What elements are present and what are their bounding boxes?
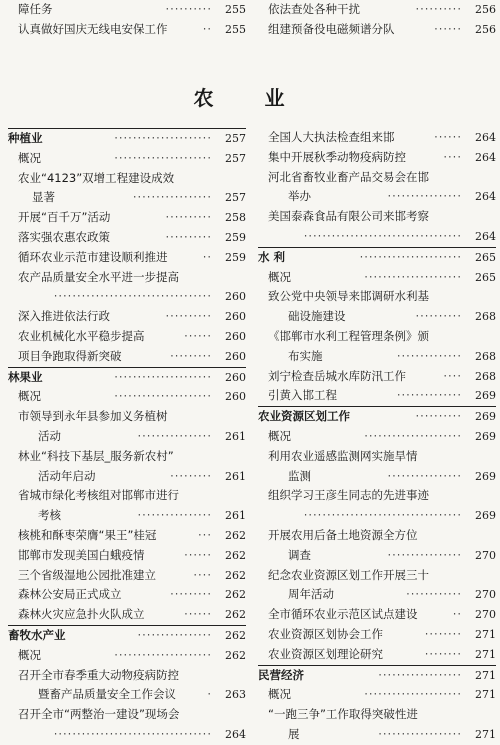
page-number: 262 (225, 528, 246, 542)
dot-leader: ················ (387, 189, 462, 204)
page-number: 262 (225, 568, 246, 582)
page-number: 264 (225, 727, 246, 741)
page-number: 269 (475, 509, 496, 523)
toc-section-entry[interactable] (258, 406, 496, 427)
page-number: 260 (225, 310, 246, 324)
toc-entry[interactable] (258, 467, 496, 487)
dot-leader: ················ (137, 627, 212, 642)
toc-entry[interactable] (8, 287, 246, 307)
toc-entry[interactable] (8, 605, 246, 625)
page-number: 262 (225, 548, 246, 562)
dot-leader: ·································· (53, 726, 212, 741)
page-number: 265 (475, 250, 496, 264)
toc-entry[interactable] (8, 208, 246, 228)
toc-entry[interactable] (8, 188, 246, 208)
entry-title: 农产品质量安全水平进一步提高 (18, 269, 179, 284)
entry-title: 林果业 (8, 369, 43, 384)
toc-right-column (258, 128, 496, 745)
page-number: 265 (475, 270, 496, 284)
page-number: 260 (225, 290, 246, 304)
section-heading: 农 业 (193, 86, 307, 110)
entry-title: 概况 (18, 647, 41, 662)
toc-section-entry[interactable] (8, 367, 246, 388)
page-number: 271 (475, 727, 496, 741)
entry-title: 利用农业遥感监测网实施旱情 (268, 448, 418, 463)
toc-entry[interactable] (258, 347, 496, 367)
entry-title: 概况 (18, 389, 41, 404)
dot-leader: ········ (424, 646, 462, 661)
page-number: 260 (225, 390, 246, 404)
dot-leader: ·········· (165, 2, 212, 16)
entry-title: 考核 (38, 508, 61, 523)
toc-entry[interactable] (258, 645, 496, 665)
entry-title: 水 利 (258, 249, 286, 264)
entry-title: 农业机械化水平稳步提高 (18, 328, 145, 343)
page-number: 269 (475, 469, 496, 483)
toc-entry[interactable] (258, 327, 496, 347)
toc-entry[interactable] (8, 387, 246, 407)
dot-leader: ···· (193, 567, 212, 582)
toc-entry[interactable] (258, 386, 496, 406)
entry-title: 监测 (288, 468, 311, 483)
page-number: 256 (475, 22, 496, 36)
toc-entry[interactable] (8, 447, 246, 467)
entry-title: 美国泰森食品有限公司来邯考察 (268, 209, 429, 224)
toc-entry[interactable] (8, 506, 246, 526)
toc-entry[interactable] (258, 486, 496, 506)
dot-leader: ················ (137, 428, 212, 443)
entry-title: 概况 (268, 428, 291, 443)
entry-title: 组建预备役电磁频谱分队 (268, 21, 395, 36)
toc-entry[interactable] (8, 407, 246, 427)
toc-entry[interactable] (8, 486, 246, 506)
page-number: 260 (225, 370, 246, 384)
page-number: 261 (225, 429, 246, 443)
dot-leader: ·· (202, 21, 212, 36)
entry-title: 种植业 (8, 131, 43, 145)
dot-leader: ·········· (165, 210, 212, 225)
toc-entry[interactable] (258, 207, 496, 227)
entry-title: 全市循环农业示范区试点建设 (268, 607, 418, 622)
entry-title: 集中开展秋季动物疫病防控 (268, 149, 406, 164)
toc-section-entry[interactable] (258, 247, 496, 268)
dot-leader: ·············· (396, 348, 462, 363)
toc-entry[interactable] (8, 268, 246, 288)
toc-entry[interactable] (8, 546, 246, 566)
toc-entry[interactable] (8, 20, 246, 40)
entry-title: 引黄入邯工程 (268, 388, 337, 403)
entry-title: 市领导到永年县参加义务植树 (18, 409, 168, 424)
toc-entry[interactable] (258, 148, 496, 168)
toc-entry[interactable] (258, 526, 496, 546)
dot-leader: ·· (452, 607, 462, 622)
toc-entry[interactable] (258, 128, 496, 148)
toc-entry[interactable] (258, 685, 496, 705)
page-number: 268 (475, 310, 496, 324)
toc-top-right (258, 0, 496, 40)
toc-section-entry[interactable] (258, 665, 496, 686)
entry-title: 农业“4123”双增工程建设成效 (18, 170, 175, 185)
toc-entry[interactable] (258, 268, 496, 288)
page-number: 270 (475, 608, 496, 622)
page-number: 269 (475, 429, 496, 443)
toc-entry[interactable] (8, 685, 246, 705)
toc-left-column (8, 128, 246, 745)
page-number: 262 (225, 628, 246, 642)
page-number: 270 (475, 588, 496, 602)
page-number: 269 (475, 410, 496, 424)
dot-leader: ····················· (114, 131, 212, 145)
entry-title: 河北省畜牧业畜产品交易会在邯 (268, 169, 429, 184)
page-number: 271 (475, 647, 496, 661)
entry-title: 认真做好国庆无线电安保工作 (18, 21, 168, 36)
entry-title: 核桃和酥枣荣膺“果王”桂冠 (18, 527, 157, 542)
entry-title: 邯郸市发现美国白蛾疫情 (18, 547, 145, 562)
toc-entry[interactable] (258, 546, 496, 566)
page-number: 260 (225, 349, 246, 363)
dot-leader: ······ (434, 21, 462, 36)
dot-leader: ····················· (114, 389, 212, 404)
toc-entry[interactable] (8, 666, 246, 686)
entry-title: 林业“科技下基层_服务新农村” (18, 448, 174, 463)
dot-leader: ···· (443, 149, 462, 164)
entry-title: 周年活动 (288, 587, 334, 602)
toc-entry[interactable] (258, 427, 496, 447)
page-number: 264 (475, 229, 496, 243)
toc-entry[interactable] (258, 168, 496, 188)
toc-entry[interactable] (258, 20, 496, 40)
page-number: 260 (225, 329, 246, 343)
dot-leader: ······ (184, 607, 212, 622)
page-number: 264 (475, 190, 496, 204)
dot-leader: ····················· (364, 269, 462, 284)
entry-title: 《邯郸市水利工程管理条例》颁 (268, 328, 429, 343)
page-number: 271 (475, 627, 496, 641)
toc-entry[interactable] (258, 307, 496, 327)
entry-title: 刘宁检查岳城水库防汛工作 (268, 368, 406, 383)
entry-title: 举办 (288, 189, 311, 204)
entry-title: 概况 (268, 269, 291, 284)
page-number: 262 (225, 648, 246, 662)
toc-entry[interactable] (8, 467, 246, 487)
dot-leader: ······················ (359, 249, 462, 264)
entry-title: 项目争跑取得新突破 (18, 348, 122, 363)
toc-entry[interactable] (8, 248, 246, 268)
entry-title: 畜牧水产业 (8, 627, 66, 642)
toc-entry[interactable] (8, 585, 246, 605)
page-number: 271 (475, 668, 496, 682)
page-number: 271 (475, 688, 496, 702)
toc-entry[interactable] (258, 187, 496, 207)
dot-leader: ····················· (114, 647, 212, 662)
entry-title: 森林公安局正式成立 (18, 587, 122, 602)
entry-title: 三个省级湿地公园批准建立 (18, 567, 156, 582)
entry-title: 活动年启动 (38, 468, 96, 483)
dot-leader: ·················· (378, 667, 462, 682)
page-number: 264 (475, 150, 496, 164)
entry-title: 召开全市春季重大动物疫病防控 (18, 667, 179, 682)
dot-leader: ·································· (303, 228, 462, 243)
page-number: 268 (475, 349, 496, 363)
entry-title: 展 (288, 726, 300, 741)
dot-leader: ·················· (378, 726, 462, 741)
page-number: 262 (225, 608, 246, 622)
dot-leader: ············ (406, 587, 462, 602)
page-number: 263 (225, 688, 246, 702)
page-number: 257 (225, 191, 246, 205)
toc-entry[interactable] (258, 227, 496, 247)
entry-title: 显著 (32, 190, 55, 205)
page-number: 268 (475, 369, 496, 383)
page-number: 256 (475, 3, 496, 16)
toc-entry[interactable] (8, 705, 246, 725)
dot-leader: ····················· (364, 428, 462, 443)
dot-leader: ·· (202, 249, 212, 264)
dot-leader: ········ (424, 626, 462, 641)
dot-leader: ················ (387, 547, 462, 562)
toc-entry[interactable] (8, 526, 246, 546)
entry-title: “一跑三争”工作取得突破性进 (268, 707, 418, 722)
toc-entry[interactable] (8, 566, 246, 586)
entry-title: 全国人大执法检查组来邯 (268, 130, 395, 144)
toc-entry[interactable] (8, 228, 246, 248)
entry-title: 依法查处各种干扰 (268, 2, 360, 16)
dot-leader: ·············· (396, 388, 462, 403)
dot-leader: ················ (137, 508, 212, 523)
dot-leader: ·································· (53, 289, 212, 304)
entry-title: 森林火灾应急扑火队成立 (18, 607, 145, 622)
entry-title: 农业资源区划理论研究 (268, 646, 383, 661)
page-number: 269 (475, 389, 496, 403)
toc-entry[interactable] (258, 725, 496, 745)
toc-entry[interactable] (8, 347, 246, 367)
toc-entry[interactable] (8, 307, 246, 327)
toc-entry[interactable] (8, 169, 246, 189)
entry-title: 组织学习王彦生同志的先进事迹 (268, 488, 429, 503)
page-number: 261 (225, 509, 246, 523)
dot-leader: ················· (132, 190, 212, 205)
dot-leader: ················ (387, 468, 462, 483)
toc-entry[interactable] (8, 149, 246, 169)
dot-leader: ····················· (114, 369, 212, 384)
toc-entry[interactable] (258, 367, 496, 387)
dot-leader: ······ (434, 130, 462, 144)
dot-leader: ······ (184, 547, 212, 562)
page-number: 255 (225, 22, 246, 36)
dot-leader: ····················· (114, 150, 212, 165)
toc-top-left (8, 0, 246, 40)
entry-title: 深入推进依法行政 (18, 309, 110, 324)
dot-leader: ·········· (415, 2, 462, 16)
toc-entry[interactable] (258, 705, 496, 725)
toc-entry[interactable] (258, 566, 496, 586)
toc-section-entry[interactable] (8, 625, 246, 646)
page-number: 262 (225, 588, 246, 602)
entry-title: 农业资源区划协会工作 (268, 626, 383, 641)
entry-title: 概况 (268, 687, 291, 702)
entry-title: 础设施建设 (288, 309, 346, 324)
page-number: 255 (225, 3, 246, 16)
entry-title: 暨畜产品质量安全工作会议 (38, 687, 176, 702)
toc-entry[interactable] (258, 585, 496, 605)
entry-title: 召开全市“两整治一建设”现场会 (18, 707, 180, 722)
entry-title: 落实强农惠农政策 (18, 229, 110, 244)
dot-leader: ······ (184, 328, 212, 343)
dot-leader: ·········· (415, 309, 462, 324)
dot-leader: · (207, 687, 212, 702)
page-number: 257 (225, 151, 246, 165)
page-number: 261 (225, 469, 246, 483)
entry-title: 概况 (18, 150, 41, 165)
toc-entry[interactable] (8, 646, 246, 666)
dot-leader: ········· (170, 587, 212, 602)
page-number: 258 (225, 211, 246, 225)
toc-entry[interactable] (8, 327, 246, 347)
dot-leader: ··· (198, 527, 212, 542)
entry-title: 布实施 (288, 348, 323, 363)
toc-entry[interactable] (8, 427, 246, 447)
page-number: 270 (475, 548, 496, 562)
dot-leader: ·································· (303, 508, 462, 523)
page-number: 257 (225, 132, 246, 145)
entry-title: 纪念农业资源区划工作开展三十 (268, 567, 429, 582)
toc-entry[interactable] (258, 0, 496, 20)
toc-entry[interactable] (258, 506, 496, 526)
entry-title: 循环农业示范市建设顺利推进 (18, 249, 168, 264)
dot-leader: ········· (170, 348, 212, 363)
toc-entry[interactable] (258, 287, 496, 307)
toc-entry[interactable] (8, 725, 246, 745)
toc-section-entry[interactable] (8, 128, 246, 149)
entry-title: 民营经济 (258, 667, 304, 682)
toc-entry[interactable] (8, 0, 246, 20)
page-number: 259 (225, 250, 246, 264)
toc-entry[interactable] (258, 625, 496, 645)
dot-leader: ···· (443, 368, 462, 383)
page-number: 264 (475, 131, 496, 144)
dot-leader: ·········· (165, 229, 212, 244)
entry-title: 调查 (288, 547, 311, 562)
dot-leader: ·········· (415, 409, 462, 424)
entry-title: 开展“百千万”活动 (18, 210, 111, 225)
page-number: 259 (225, 230, 246, 244)
toc-entry[interactable] (258, 605, 496, 625)
entry-title: 活动 (38, 428, 61, 443)
toc-entry[interactable] (258, 447, 496, 467)
entry-title: 致公党中央领导来邯调研水利基 (268, 289, 429, 304)
entry-title: 开展农用后备土地资源全方位 (268, 527, 418, 542)
entry-title: 农业资源区划工作 (258, 409, 350, 424)
entry-title: 省城市绿化考核组对邯郸市进行 (18, 488, 179, 503)
dot-leader: ·········· (165, 309, 212, 324)
entry-title: 障任务 (18, 2, 53, 16)
dot-leader: ········· (170, 468, 212, 483)
dot-leader: ····················· (364, 687, 462, 702)
